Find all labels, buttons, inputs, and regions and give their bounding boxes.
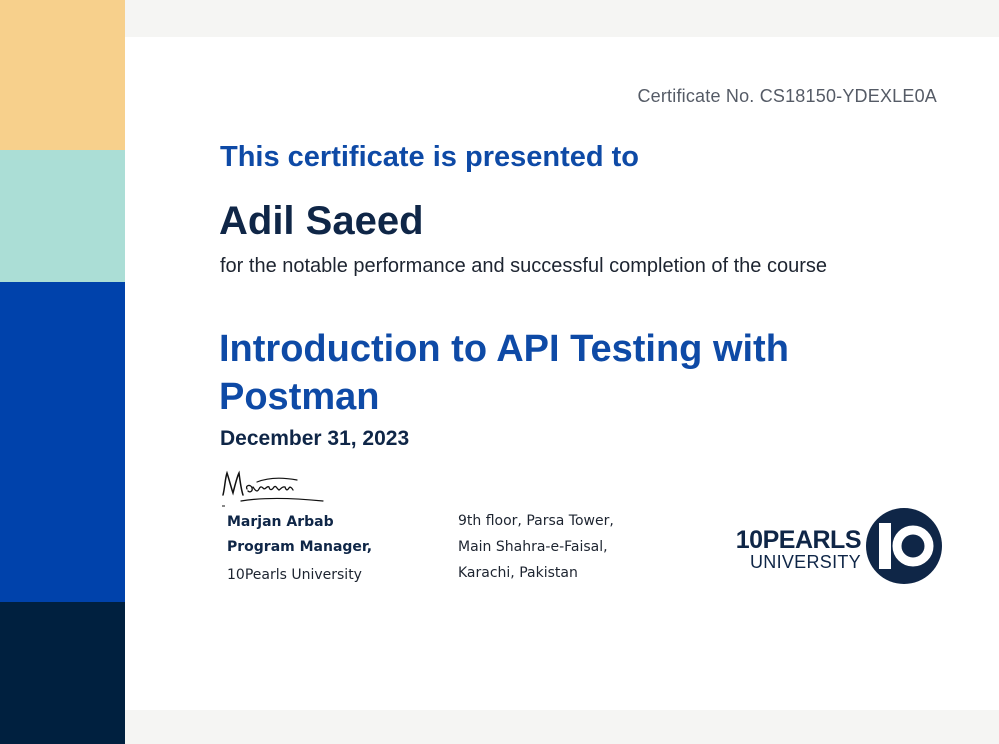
completion-statement: for the notable performance and successful completion of the course — [220, 255, 828, 277]
signatory-name: Marjan Arbab — [227, 514, 334, 530]
certificate-page — [125, 37, 999, 710]
signatory-organization: 10Pearls University — [227, 567, 362, 583]
university-logo — [713, 507, 943, 587]
course-title: Introduction to API Testing with Postman — [219, 328, 789, 418]
recipient-name: Adil Saeed — [219, 199, 424, 243]
signatory-block — [227, 510, 372, 588]
signatory-title: Program Manager, — [227, 539, 373, 555]
decorative-stripe-peach — [0, 0, 125, 150]
address-block — [458, 508, 614, 586]
logo-mark-icon — [865, 507, 943, 585]
logo-line-1: 10PEARLS — [735, 526, 861, 554]
decorative-stripe-blue — [0, 282, 125, 602]
certificate-number: Certificate No. CS18150-YDEXLE0A — [637, 86, 937, 106]
address-line-3: Karachi, Pakistan — [458, 565, 578, 581]
completion-date: December 31, 2023 — [220, 427, 410, 450]
decorative-stripe-mint — [0, 150, 125, 282]
logo-line-2: UNIVERSITY — [749, 552, 861, 572]
presented-heading: This certificate is presented to — [220, 141, 640, 173]
signature — [219, 465, 327, 507]
decorative-stripe-navy — [0, 602, 125, 744]
address-line-1: 9th floor, Parsa Tower, — [458, 513, 614, 529]
address-line-2: Main Shahra-e-Faisal, — [458, 539, 608, 555]
logo-wordmark — [736, 527, 861, 571]
